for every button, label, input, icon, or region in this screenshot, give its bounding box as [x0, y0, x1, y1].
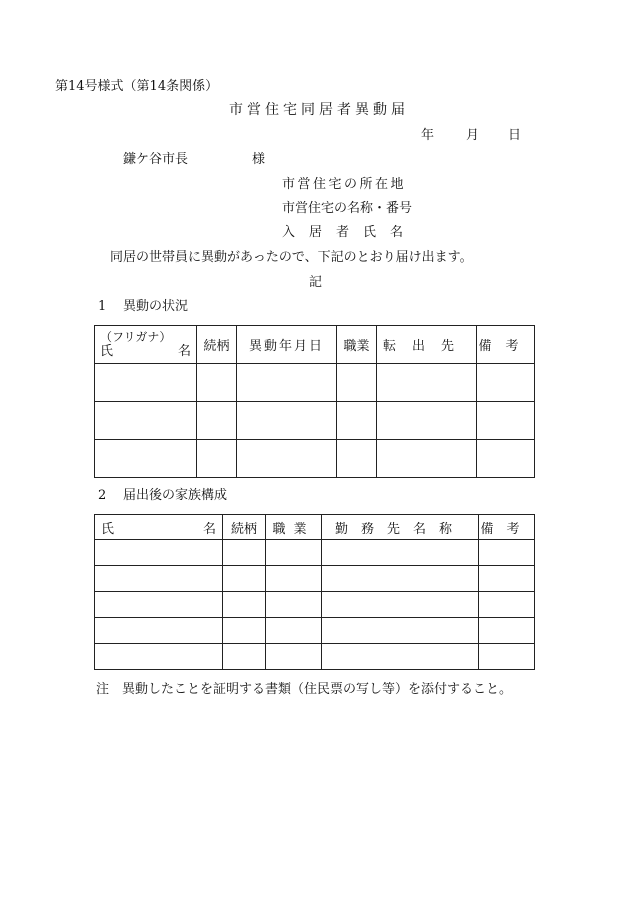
addressee-sama: 様: [252, 152, 266, 167]
header-remarks: 備考: [477, 326, 535, 364]
date-year: 年: [421, 128, 435, 143]
field-resident: 入居者氏名: [282, 225, 418, 240]
header-furigana: （フリガナ）: [100, 329, 172, 344]
table-row: [95, 566, 535, 592]
header-name: [95, 326, 197, 364]
movement-table: [94, 325, 535, 478]
header-name-2: 名: [202, 521, 216, 537]
header-job: 職業: [266, 515, 322, 540]
table-row: [95, 644, 535, 670]
header-name-1: 氏: [101, 521, 115, 537]
field-location: 市営住宅の所在地: [282, 177, 407, 192]
table-row: [95, 592, 535, 618]
addressee-mayor: 鎌ケ谷市長: [123, 152, 189, 167]
family-table: [94, 514, 535, 670]
header-name-2: 名: [177, 343, 191, 359]
section2-number: 2: [98, 488, 107, 503]
header-remarks: 備考: [479, 515, 535, 540]
date-day: 日: [508, 128, 522, 143]
form-number: 第14号様式（第14条関係）: [55, 79, 219, 94]
date-month: 月: [466, 128, 480, 143]
header-relation: 続柄: [197, 326, 237, 364]
header-relation: 続柄: [223, 515, 266, 540]
table-row: [95, 364, 535, 402]
title-text: 市営住宅同居者異動届: [229, 102, 409, 118]
field-name-number: 市営住宅の名称・番号: [282, 201, 413, 216]
section2-heading: 届出後の家族構成: [123, 488, 228, 503]
note-text: 注 異動したことを証明する書類（住民票の写し等）を添付すること。: [96, 682, 513, 697]
table-row: [95, 618, 535, 644]
header-name: [95, 515, 223, 540]
header-workplace: 勤務先名称: [322, 515, 479, 540]
ki-label: 記: [309, 275, 323, 290]
page-title: [229, 102, 409, 118]
header-job: 職業: [337, 326, 377, 364]
header-date: 異動年月日: [237, 326, 337, 364]
section1-heading: 異動の状況: [123, 299, 189, 314]
header-name-1: 氏: [100, 343, 114, 359]
intro-text: 同居の世帯員に異動があったので、下記のとおり届け出ます。: [110, 250, 473, 265]
table-row: [95, 540, 535, 566]
header-destination: 転出先: [377, 326, 477, 364]
table-row: [95, 402, 535, 440]
table-row: [95, 440, 535, 478]
section1-number: 1: [98, 299, 107, 314]
